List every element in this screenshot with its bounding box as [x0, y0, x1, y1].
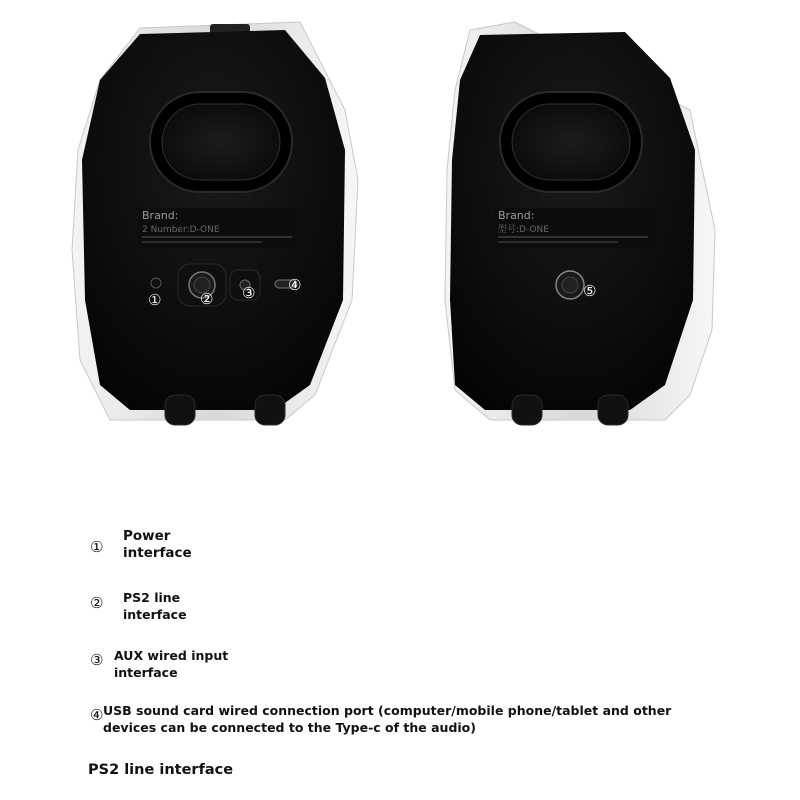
marker-3: ③ — [242, 284, 256, 302]
left-model-label: 2 Number:D-ONE — [142, 225, 220, 235]
right-speaker — [445, 22, 715, 425]
power-port — [151, 278, 161, 288]
legend-line: interface — [123, 545, 192, 561]
legend-line: devices can be connected to the Type-c of the audio) — [103, 720, 476, 735]
legend-marker-2: ② — [90, 594, 104, 612]
legend-marker-3: ③ — [90, 651, 104, 669]
right-brand-label: Brand: — [498, 209, 535, 222]
left-brand-label: Brand: — [142, 209, 179, 222]
left-speaker — [72, 22, 358, 425]
legend-line: interface — [114, 665, 178, 680]
legend-text-ps2 — [123, 589, 187, 623]
footer-caption: PS2 line interface — [88, 762, 234, 778]
legend-line: USB sound card wired connection port (computer/mobile phone/tablet and other — [103, 703, 672, 718]
legend-line: interface — [123, 607, 187, 622]
legend-line: Power — [123, 528, 171, 544]
legend-text-power — [123, 528, 192, 562]
legend-marker-1: ① — [90, 538, 104, 556]
marker-4: ④ — [288, 276, 302, 294]
legend-text-usb — [103, 702, 671, 736]
legend-marker-4: ④ — [90, 706, 104, 724]
marker-2: ② — [200, 290, 214, 308]
legend-line: AUX wired input — [114, 648, 229, 663]
legend-line: PS2 line — [123, 590, 181, 605]
marker-5: ⑤ — [583, 282, 597, 300]
legend-text-aux — [114, 647, 228, 681]
marker-1: ① — [148, 291, 162, 309]
right-model-label: 型号:D-ONE — [498, 225, 549, 235]
